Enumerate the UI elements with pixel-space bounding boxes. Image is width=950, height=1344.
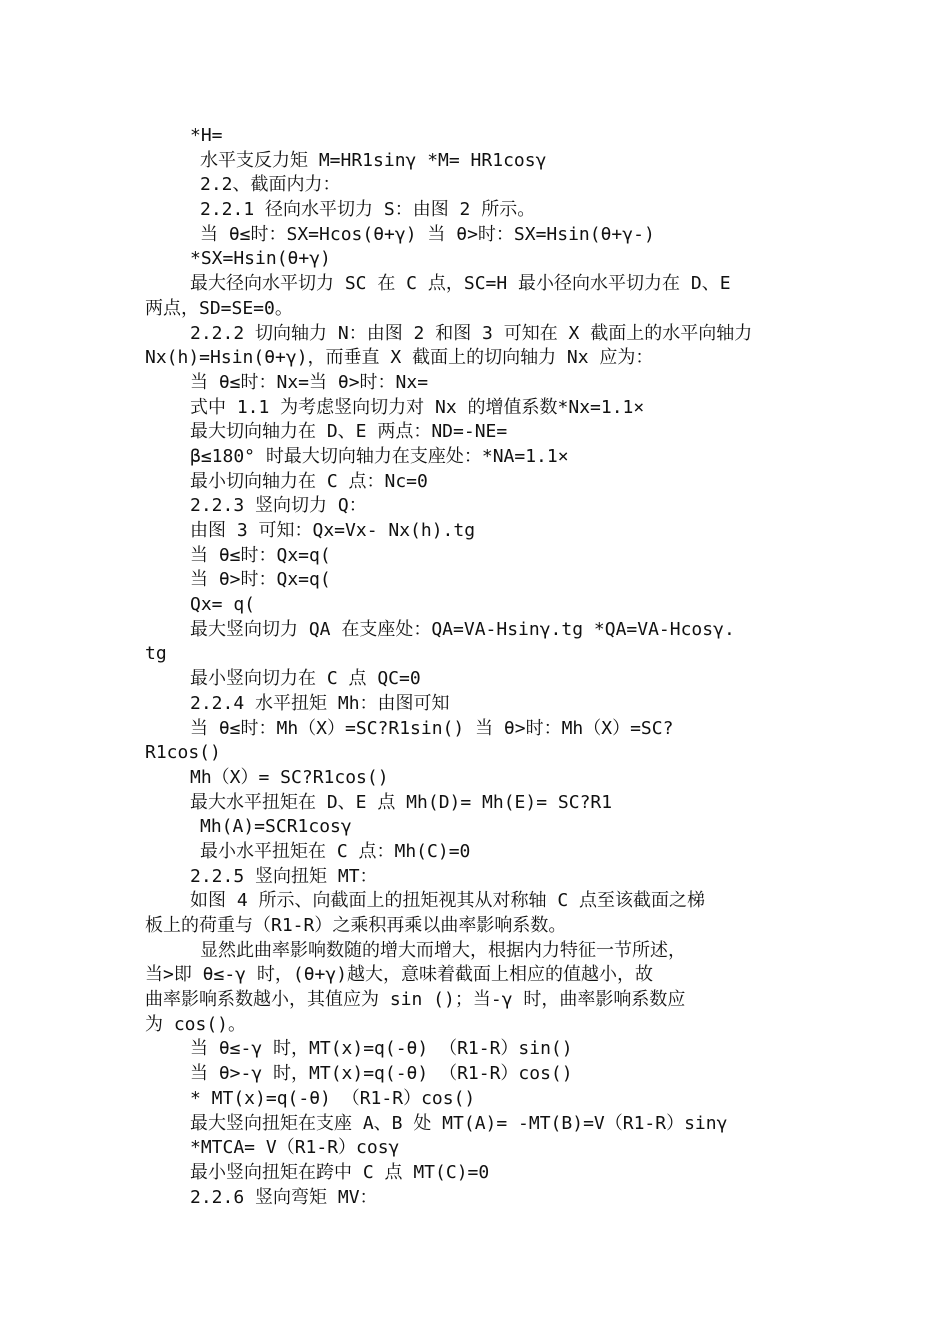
text-line: 最小竖向扭矩在跨中 C 点 MT(C)=0 <box>190 1161 490 1183</box>
text-line: 最大竖向扭矩在支座 A、B 处 MT(A)= -MT(B)=V（R1-R）sinγ <box>190 1112 728 1134</box>
text-line: 当 θ>-γ 时，MT(x)=q(-θ) （R1-R）cos() <box>190 1063 573 1085</box>
text-line: R1cos() <box>145 742 221 764</box>
text-line: Nx(h)=Hsin(θ+γ)，而垂直 X 截面上的切向轴力 Nx 应为： <box>145 347 654 369</box>
text-line: β≤180° 时最大切向轴力在支座处：*NA=1.1× <box>190 445 569 467</box>
text-line: 当 θ≤时：Mh（X）=SC?R1sin() 当 θ>时：Mh（X）=SC? <box>190 717 674 739</box>
text-line: 最小水平扭矩在 C 点：Mh(C)=0 <box>200 840 471 862</box>
text-line: * MT(x)=q(-θ) （R1-R）cos() <box>190 1087 476 1109</box>
text-line: 当 θ≤时：Qx=q( <box>190 544 331 566</box>
text-line: 由图 3 可知：Qx=Vx- Nx(h).tg <box>190 520 476 541</box>
text-line: 2.2.2 切向轴力 N：由图 2 和图 3 可知在 X 截面上的水平向轴力 <box>190 322 753 344</box>
text-line: 2.2.3 竖向切力 Q： <box>190 495 367 517</box>
text-line: 最大径向水平切力 SC 在 C 点，SC=H 最小径向水平切力在 D、E <box>190 273 731 295</box>
text-line: 最大水平扭矩在 D、E 点 Mh(D)= Mh(E)= SC?R1 <box>190 791 613 813</box>
text-line: 最小切向轴力在 C 点：Nc=0 <box>190 470 428 492</box>
text-line: 2.2.5 竖向扭矩 MT： <box>190 865 378 887</box>
text-line: 最大切向轴力在 D、E 两点：ND=-NE= <box>190 421 508 443</box>
text-line: 板上的荷重与（R1-R）之乘积再乘以曲率影响系数。 <box>145 915 567 936</box>
text-line: 如图 4 所示、向截面上的扭矩视其从对称轴 C 点至该截面之梯 <box>190 890 706 912</box>
text-line: 曲率影响系数越小，其值应为 sin ()；当-γ 时，曲率影响系数应 <box>145 989 686 1011</box>
text-line: 2.2.6 竖向弯矩 MV： <box>190 1186 378 1208</box>
text-line: *SX=Hsin(θ+γ) <box>190 248 331 270</box>
text-line: 当 θ>时：Qx=q( <box>190 569 331 591</box>
text-line: 当 θ≤-γ 时，MT(x)=q(-θ) （R1-R）sin() <box>190 1038 573 1060</box>
text-line: *H= <box>190 125 223 146</box>
text-line: 2.2、截面内力： <box>200 174 341 196</box>
text-line: 当 θ≤时：SX=Hcos(θ+γ) 当 θ>时：SX=Hsin(θ+γ-) <box>200 223 655 245</box>
text-line: Mh(A)=SCR1cosγ <box>200 816 352 838</box>
text-line: 最大竖向切力 QA 在支座处：QA=VA-Hsinγ.tg *QA=VA-Hcosγ. <box>190 618 735 640</box>
text-line: Qx= q( <box>190 594 256 616</box>
text-line: 当 θ≤时：Nx=当 θ>时：Nx= <box>190 371 429 393</box>
text-line: 最小竖向切力在 C 点 QC=0 <box>190 668 421 690</box>
text-line: 水平支反力矩 M=HR1sinγ *M= HR1cosγ <box>200 149 547 171</box>
text-line: 当>即 θ≤-γ 时，(θ+γ)越大，意味着截面上相应的值越小，故 <box>145 964 654 986</box>
text-line: Mh（X）= SC?R1cos() <box>190 766 389 788</box>
text-line: 为 cos()。 <box>145 1013 247 1035</box>
text-line: 2.2.4 水平扭矩 Mh：由图可知 <box>190 692 450 714</box>
document-body <box>145 124 805 1210</box>
text-line: 2.2.1 径向水平切力 S：由图 2 所示。 <box>200 199 536 221</box>
text-line: 两点，SD=SE=0。 <box>145 297 293 319</box>
text-line: 式中 1.1 为考虑竖向切力对 Nx 的增值系数*Nx=1.1× <box>190 396 645 418</box>
text-line: 显然此曲率影响数随的增大而增大，根据内力特征一节所述， <box>200 939 686 961</box>
text-line: *MTCA= V（R1-R）cosγ <box>190 1137 400 1159</box>
text-line: tg <box>145 643 167 665</box>
